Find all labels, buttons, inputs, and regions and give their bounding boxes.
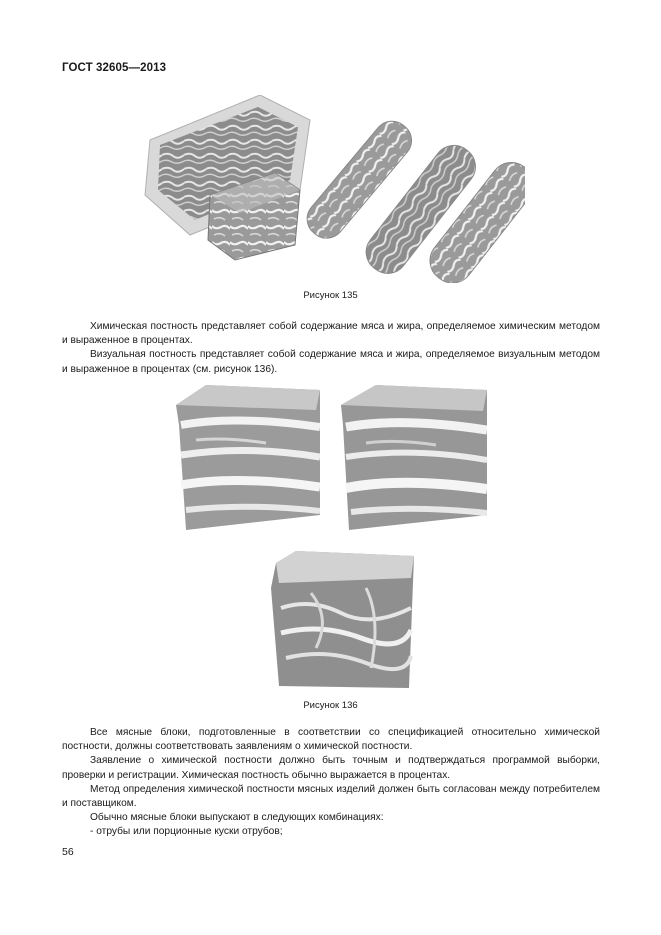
figure-136-caption: Рисунок 136	[303, 700, 358, 711]
paragraph-block-1	[62, 320, 600, 377]
figure-135-caption: Рисунок 135	[303, 290, 358, 301]
list-item-cuts: - отрубы или порционные куски отрубов;	[90, 826, 283, 838]
paragraph-block-2	[62, 726, 600, 840]
figure-135-image	[140, 95, 525, 283]
paragraph-declaration: Заявление о химической постности должно быть точным и подтверждаться программой выборки, проверки и регистрации. Химическая постность обычно выражается в процентах.	[62, 755, 600, 781]
paragraph-chemical-leanness: Химическая постность представляет собой содержание мяса и жира, определяемое химическим методом и выраженное в процентах.	[62, 321, 600, 347]
paragraph-combinations: Обычно мясные блоки выпускают в следующих комбинациях:	[90, 812, 384, 824]
figure-136-image-right	[341, 385, 487, 530]
paragraph-meat-blocks-compliance: Все мясные блоки, подготовленные в соответствии со спецификацией относительно химической постности, должны соответствовать заявлениям о химической постности.	[62, 727, 600, 753]
figure-136-image-left	[176, 385, 320, 530]
paragraph-visual-leanness: Визуальная постность представляет собой содержание мяса и жира, определяемое визуальным методом и выраженное в процентах (см. рисунок 136).	[62, 349, 600, 375]
figure-136-image-center	[271, 548, 414, 691]
page-number: 56	[62, 846, 74, 858]
document-header: ГОСТ 32605—2013	[62, 62, 167, 74]
paragraph-method: Метод определения химической постности мясных изделий должен быть согласован между потребителем и поставщиком.	[62, 783, 600, 810]
